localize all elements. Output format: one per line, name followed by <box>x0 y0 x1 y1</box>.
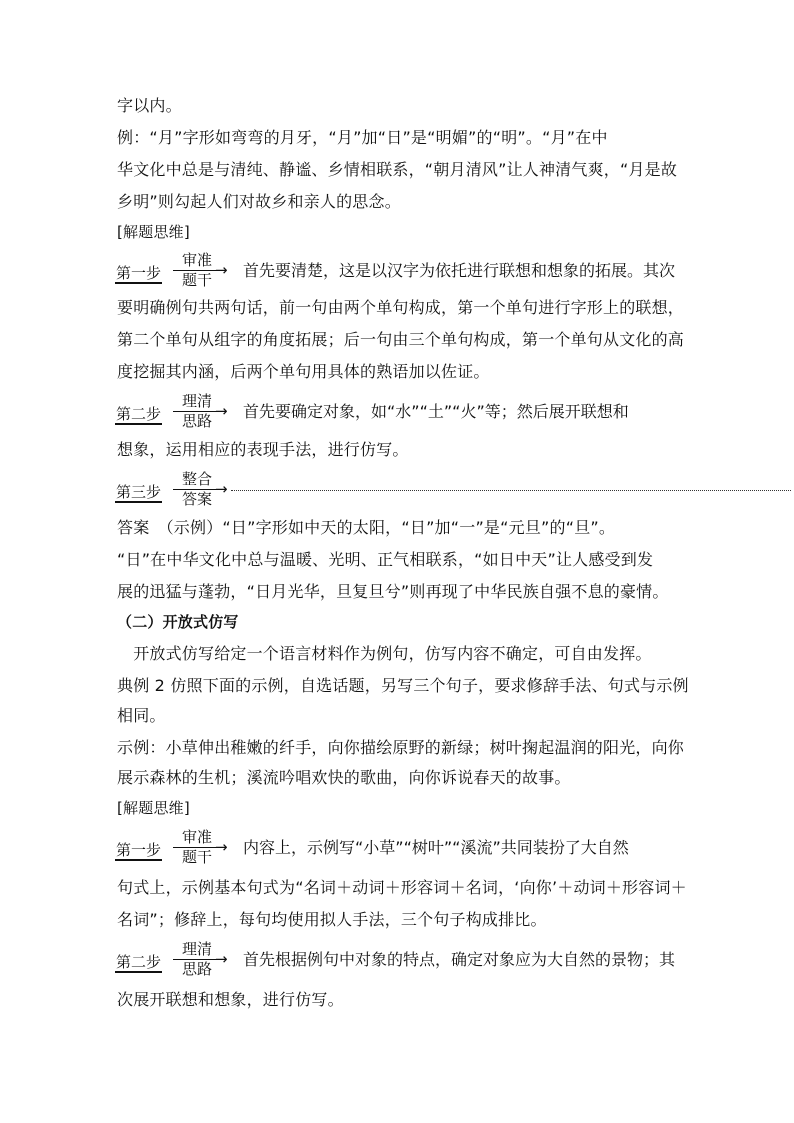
step-keyword-bottom: 思路 <box>182 960 213 978</box>
text-line: 相同。 <box>117 706 166 725</box>
section-heading: [解题思维] <box>117 799 190 817</box>
step-text: 内容上，示例写“小草”“树叶”“溪流”共同装扮了大自然 <box>243 838 629 857</box>
section-heading: [解题思维] <box>117 223 190 241</box>
step-text: 首先要清楚，这是以汉字为依托进行联想和想象的拓展。其次 <box>243 261 676 280</box>
step-keyword-top: 整合 <box>182 470 213 488</box>
text-line: 展示森林的生机；溪流吟唱欢快的歌曲，向你诉说春天的故事。 <box>117 768 571 787</box>
step-label: 第三步 <box>116 483 162 501</box>
text-line: 度挖掘其内涵，后两个单句用具体的熟语加以佐证。 <box>117 362 490 381</box>
step-label: 第一步 <box>116 264 162 282</box>
arrow-icon: → <box>215 402 228 420</box>
text-line: 名词”；修辞上，每句均使用拟人手法，三个句子构成排比。 <box>117 910 547 929</box>
step-keyword-top: 理清 <box>182 940 213 958</box>
text-line: 要明确例句共两句话，前一句由两个单句构成，第一个单句进行字形上的联想， <box>117 298 685 317</box>
arrow-icon: → <box>215 950 228 968</box>
step-keyword-bottom: 题干 <box>182 271 213 289</box>
answer-blank-line <box>231 490 791 491</box>
step-keyword-bottom: 答案 <box>182 490 213 508</box>
step-keyword-top: 理清 <box>182 392 213 410</box>
text-line: 乡明”则勾起人们对故乡和亲人的思念。 <box>117 192 401 211</box>
answer-line: “日”在中华文化中总与温暖、光明、正气相联系，“如日中天”让人感受到发 <box>117 550 654 569</box>
section-heading: （二）开放式仿写 <box>117 613 239 631</box>
step-label: 第二步 <box>116 405 162 423</box>
step-label: 第一步 <box>116 841 162 859</box>
text-line: 第二个单句从组字的角度拓展；后一句由三个单句构成，第一个单句从文化的高 <box>117 330 685 349</box>
text-line: 字以内。 <box>117 96 182 115</box>
step-keyword-top: 审准 <box>182 828 213 846</box>
text-line: 次展开联想和想象，进行仿写。 <box>117 990 344 1009</box>
step-keyword-top: 审准 <box>182 251 213 269</box>
text-line: 想象，运用相应的表现手法，进行仿写。 <box>117 440 409 459</box>
text-line: 华文化中总是与清纯、静谧、乡情相联系，“朝月清风”让人神清气爽，“月是故 <box>117 160 678 179</box>
text-line: 开放式仿写给定一个语言材料作为例句，仿写内容不确定，可自由发挥。 <box>117 644 652 663</box>
step-row <box>115 470 695 510</box>
answer-line: 答案 （示例）“日”字形如中天的太阳，“日”加“一”是“元旦”的“旦”。 <box>117 518 616 537</box>
step-keyword-bottom: 题干 <box>182 848 213 866</box>
step-text: 首先要确定对象，如“水”“土”“火”等；然后展开联想和 <box>243 402 629 421</box>
text-line: 典例 2 仿照下面的示例，自选话题，另写三个句子，要求修辞手法、句式与示例 <box>117 676 689 695</box>
step-label: 第二步 <box>116 953 162 971</box>
text-line: 示例：小草伸出稚嫩的纤手，向你描绘原野的新绿；树叶掬起温润的阳光，向你 <box>117 738 685 757</box>
step-text: 首先根据例句中对象的特点，确定对象应为大自然的景物；其 <box>243 950 676 969</box>
text-line: 例：“月”字形如弯弯的月牙，“月”加“日”是“明媚”的“明”。“月”在中 <box>117 128 608 147</box>
arrow-icon: → <box>215 261 228 279</box>
step-keyword-bottom: 思路 <box>182 412 213 430</box>
arrow-icon: → <box>215 838 228 856</box>
arrow-icon: → <box>215 480 228 498</box>
text-line: 句式上，示例基本句式为“名词＋动词＋形容词＋名词，‘向你’＋动词＋形容词＋ <box>117 878 687 897</box>
answer-line: 展的迅猛与蓬勃，“日月光华，旦复旦兮”则再现了中华民族自强不息的豪情。 <box>117 582 669 601</box>
